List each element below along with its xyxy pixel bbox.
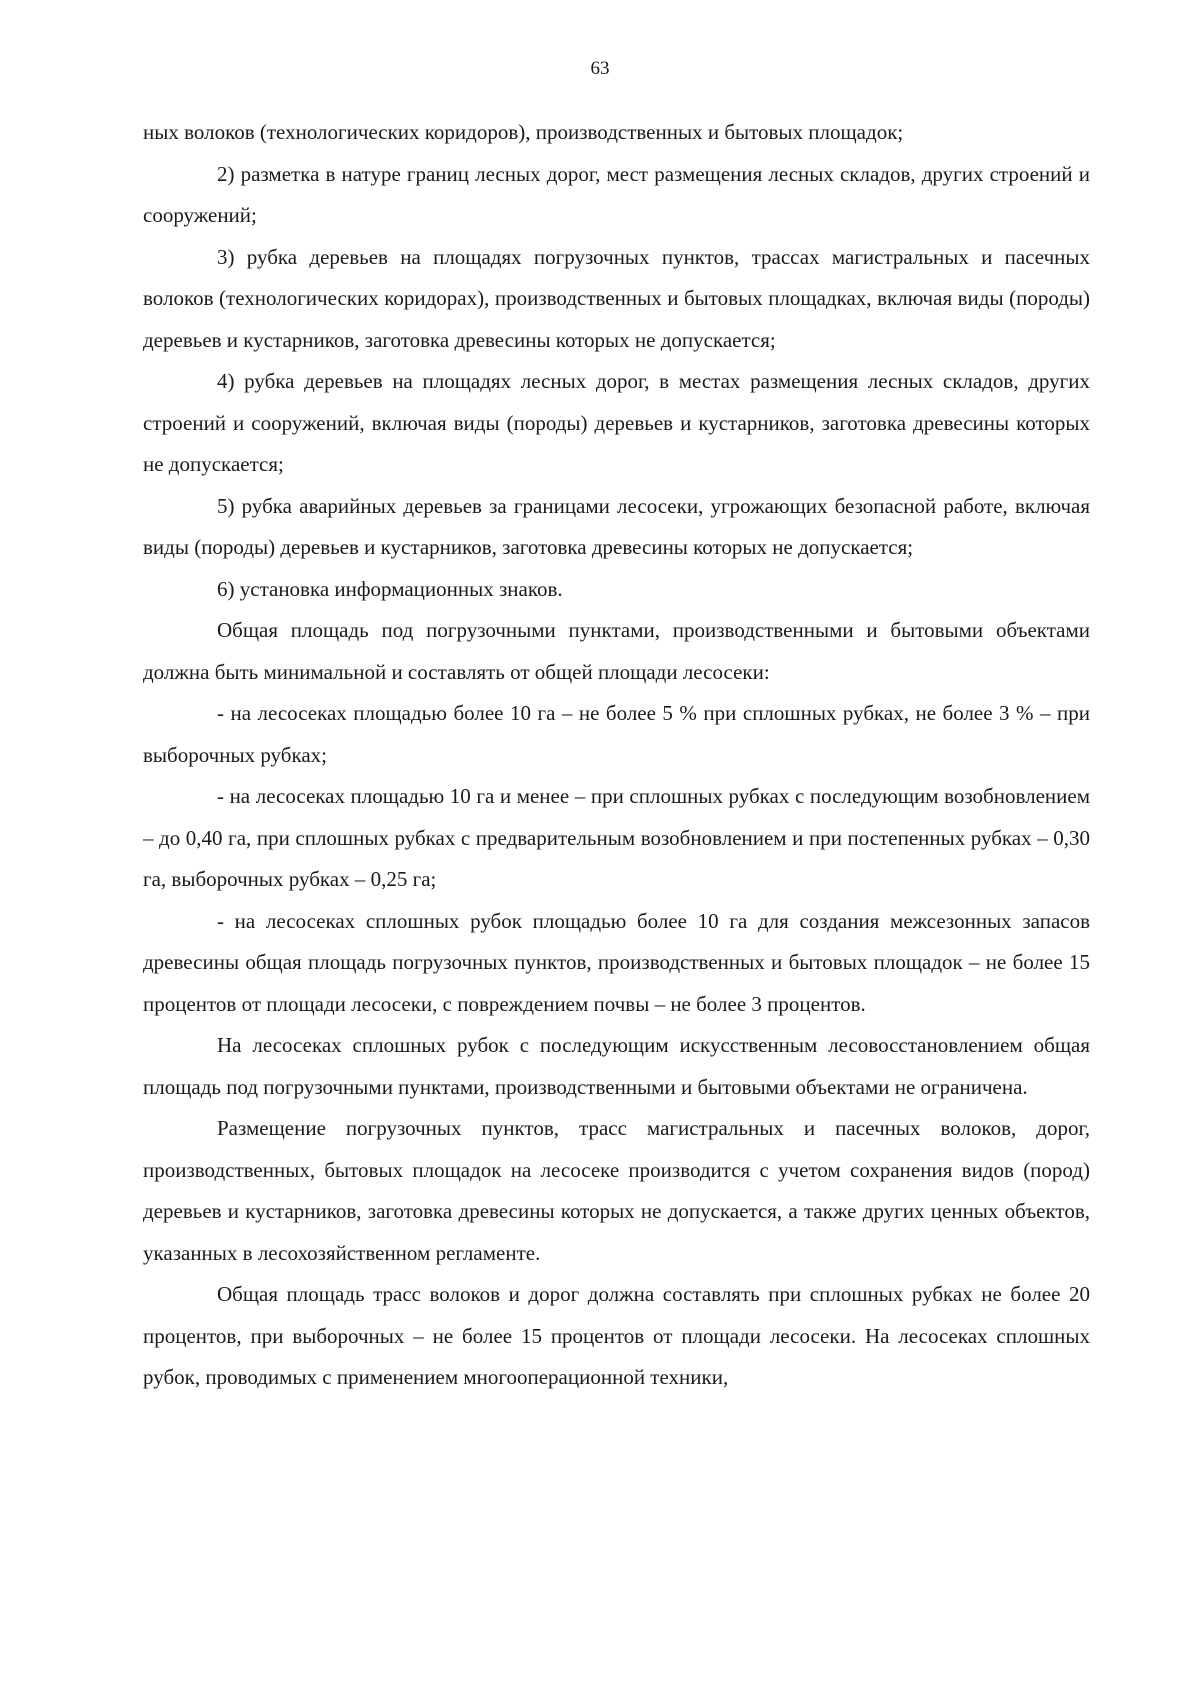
paragraph: 6) установка информационных знаков. — [217, 576, 563, 601]
page-number: 63 — [590, 58, 610, 79]
paragraph: - на лесосеках площадью более 10 га – не более 5 % при сплошных рубках, не более 3 % – при выборочных рубках; — [143, 701, 1090, 767]
paragraph: - на лесосеках сплошных рубок площадью более 10 га для создания межсезонных запасов древесины общая площадь погрузочных пунктов, производственных и бытовых площадок – не более 15 процентов от площади лесосеки, с повреждением почвы – не более 3 процентов. — [143, 908, 1090, 1016]
document-body — [143, 112, 1090, 1399]
paragraph: Размещение погрузочных пунктов, трасс магистральных и пасечных волоков, дорог, производственных, бытовых площадок на лесосеке производится с учетом сохранения видов (пород) деревьев и кустарников, заготовка древесины которых не допускается, а также других ценных объектов, указанных в лесохозяйственном регламенте. — [143, 1116, 1090, 1265]
paragraph: Общая площадь под погрузочными пунктами, производственными и бытовыми объектами должна быть минимальной и составлять от общей площади лесосеки: — [143, 618, 1090, 684]
paragraph: 2) разметка в натуре границ лесных дорог, мест размещения лесных складов, других строений и сооружений; — [143, 161, 1090, 227]
paragraph: - на лесосеках площадью 10 га и менее – при сплошных рубках с последующим возобновлением – до 0,40 га, при сплошных рубках с предварительным возобновлением и при постепенных рубках – 0,30 га, выборочных рубках – 0,25 га; — [143, 784, 1090, 891]
paragraph: 3) рубка деревьев на площадях погрузочных пунктов, трассах магистральных и пасечных волоков (технологических коридорах), производственных и бытовых площадках, включая виды (породы) деревьев и кустарников, заготовка древесины которых не допускается; — [143, 244, 1090, 352]
paragraph: На лесосеках сплошных рубок с последующим искусственным лесовосстановлением общая площадь под погрузочными пунктами, производственными и бытовыми объектами не ограничена. — [143, 1033, 1090, 1099]
paragraph: 5) рубка аварийных деревьев за границами лесосеки, угрожающих безопасной работе, включая виды (породы) деревьев и кустарников, заготовка древесины которых не допускается; — [143, 493, 1090, 559]
paragraph: ных волоков (технологических коридоров), производственных и бытовых площадок; — [143, 120, 904, 144]
paragraph: 4) рубка деревьев на площадях лесных дорог, в местах размещения лесных складов, других строений и сооружений, включая виды (породы) деревьев и кустарников, заготовка древесины которых не допускается; — [143, 369, 1090, 476]
paragraph: Общая площадь трасс волоков и дорог должна составлять при сплошных рубках не более 20 процентов, при выборочных – не более 15 процентов от площади лесосеки. На лесосеках сплошных рубок, проводимых с применением многооперационной техники, — [143, 1282, 1090, 1389]
